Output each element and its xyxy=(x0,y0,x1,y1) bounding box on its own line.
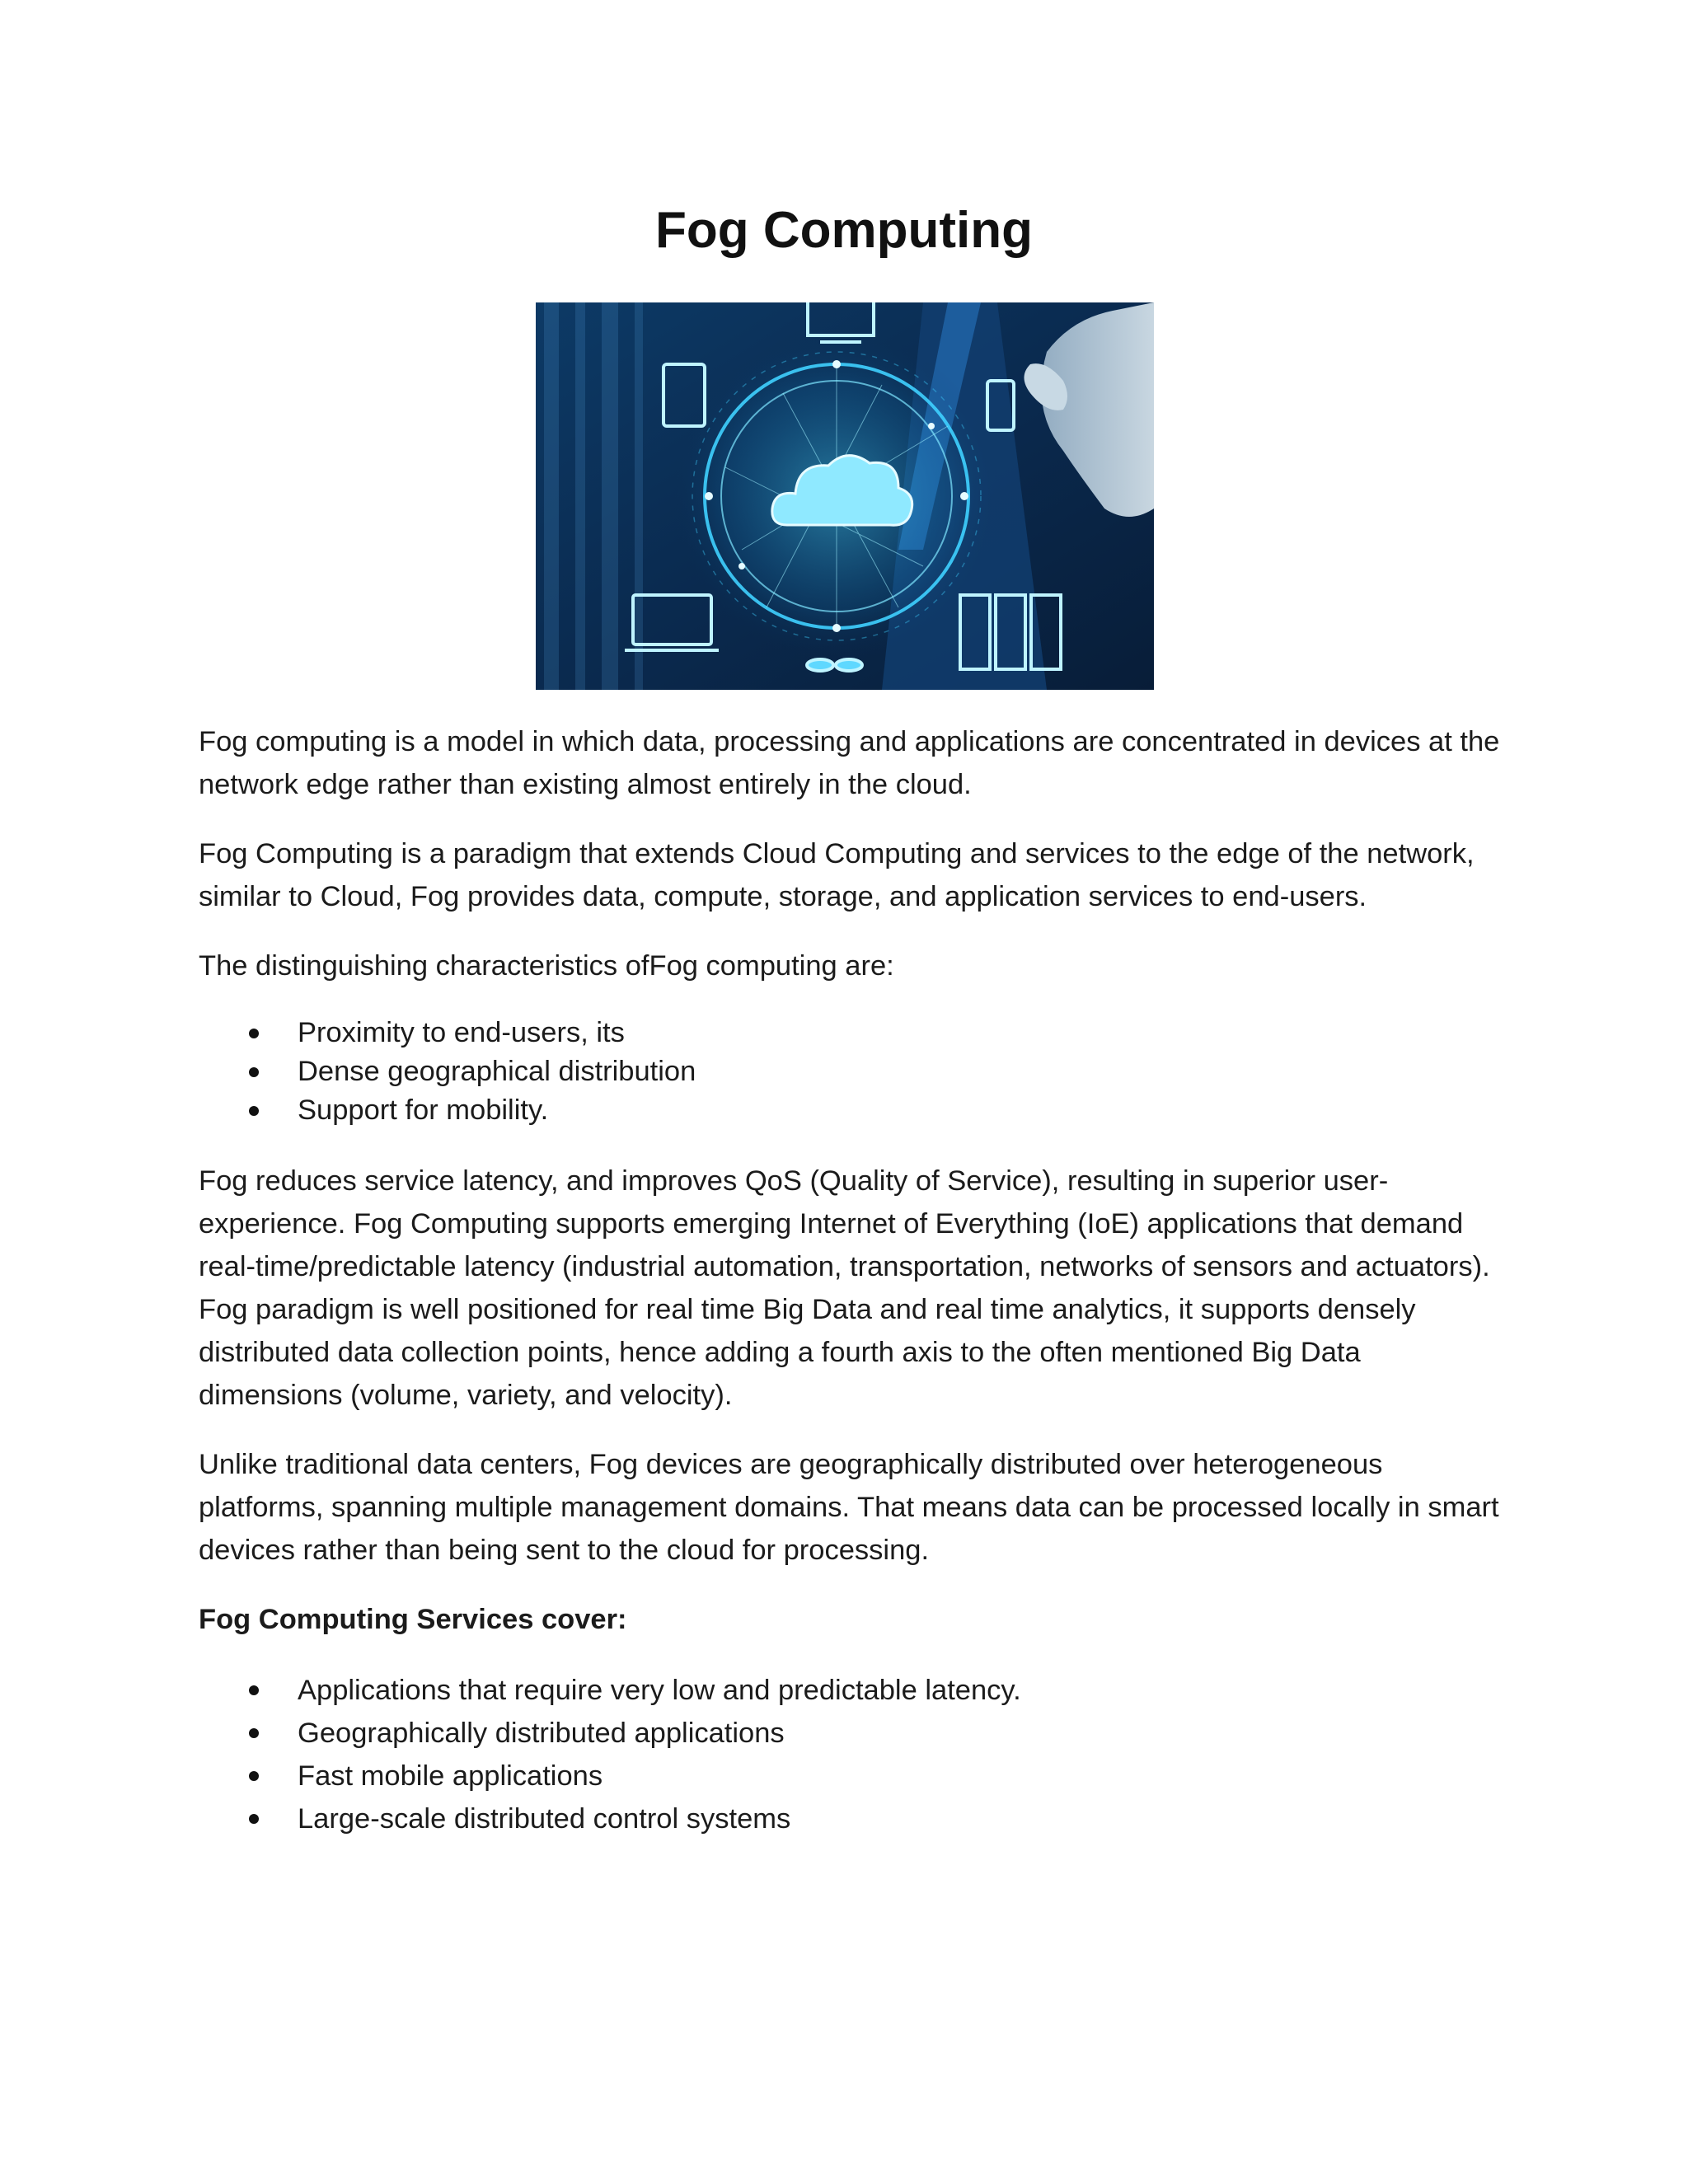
paragraph-characteristics-lead: The distinguishing characteristics ofFog computing are: xyxy=(199,950,894,982)
fog-computing-illustration xyxy=(536,302,1154,690)
list-item: Geographically distributed applications xyxy=(199,1712,1501,1755)
paragraph-intro: Fog computing is a model in which data, processing and applications are concentrated in devices at the network edge rather than existing almost entirely in the cloud. xyxy=(199,726,1500,800)
bullet-icon xyxy=(249,1685,259,1695)
bullet-icon xyxy=(249,1771,259,1781)
bullet-icon xyxy=(249,1814,259,1824)
list-item: Proximity to end-users, its xyxy=(199,1014,1501,1052)
bullet-icon xyxy=(249,1067,259,1077)
list-item: Support for mobility. xyxy=(199,1091,1501,1130)
bullet-icon xyxy=(249,1106,259,1116)
paragraph-latency: Fog reduces service latency, and improves QoS (Quality of Service), resulting in superior user-experience. Fog Computing supports emerging Internet of Everything (IoE) applications that demand real-time/predictable latency (industrial automation, transportation, networks of sensors and actuators). Fog paradigm is well positioned for real time Big Data and real time analytics, it supports densely distributed data collection points, hence adding a fourth axis to the often mentioned Big Data dimensions (volume, variety, and velocity). xyxy=(199,1165,1490,1411)
page-title: Fog Computing xyxy=(655,202,1033,259)
bullet-icon xyxy=(249,1029,259,1038)
list-item: Large-scale distributed control systems xyxy=(199,1797,1501,1840)
bullet-icon xyxy=(249,1728,259,1738)
paragraph-data-centers: Unlike traditional data centers, Fog devices are geographically distributed over heterogeneous platforms, spanning multiple management domains. That means data can be processed locally in smart devices rather than being sent to the cloud for processing. xyxy=(199,1449,1499,1566)
services-list xyxy=(199,1669,1501,1840)
list-item: Applications that require very low and predictable latency. xyxy=(199,1669,1501,1712)
services-heading: Fog Computing Services cover: xyxy=(199,1604,627,1635)
list-item: Dense geographical distribution xyxy=(199,1052,1501,1091)
characteristics-list xyxy=(199,1014,1501,1130)
list-item: Fast mobile applications xyxy=(199,1755,1501,1797)
paragraph-paradigm: Fog Computing is a paradigm that extends Cloud Computing and services to the edge of the network, similar to Cloud, Fog provides data, compute, storage, and application services to end-users. xyxy=(199,838,1475,912)
document-body xyxy=(199,720,1501,1870)
